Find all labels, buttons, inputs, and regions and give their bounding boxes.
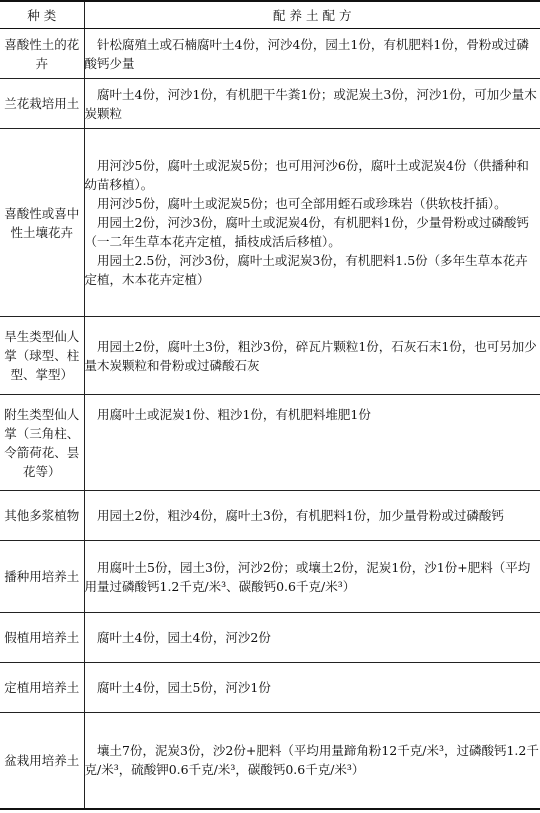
- recipe-text: 壤土7份，泥炭3份，沙2份+肥料（平均用量蹄角粉12千克/米³，过磷酸钙1.2千克/米³，硫酸钾0.6千克/米³，碳酸钙0.6千克/米³）: [84, 743, 539, 778]
- table-row: [0, 491, 540, 541]
- row-recipe: [84, 541, 540, 613]
- table-row: [0, 613, 540, 663]
- recipe-text: 腐叶土4份，园土5份，河沙1份: [97, 680, 271, 695]
- recipe-text: 用河沙5份，腐叶土或泥炭5份；也可用河沙6份，腐叶土或泥炭4份（供播种和幼苗移植）。: [84, 158, 529, 192]
- row-recipe: [84, 713, 540, 809]
- row-recipe: [84, 491, 540, 541]
- row-kind: 喜酸性或喜中性土壤花卉: [0, 129, 84, 317]
- row-kind: 旱生类型仙人掌（球型、柱型、掌型）: [0, 317, 84, 395]
- recipe-text: 腐叶土4份，园土4份，河沙2份: [97, 630, 271, 645]
- recipe-text: 用腐叶土5份，园土3份，河沙2份；或壤土2份，泥炭1份，沙1份+肥料（平均用量过磷酸钙1.2千克/米³、碳酸钙0.6千克/米³）: [84, 559, 531, 594]
- row-kind: 假植用培养土: [0, 613, 84, 663]
- row-kind: 定植用培养土: [0, 663, 84, 713]
- row-recipe: [84, 129, 540, 317]
- recipe-text: 针松腐殖土或石楠腐叶土4份，河沙4份，园土1份，有机肥料1份，骨粉或过磷酸钙少量: [84, 36, 529, 71]
- row-kind: 喜酸性土的花卉: [0, 29, 84, 79]
- row-recipe: [84, 613, 540, 663]
- recipe-text: 用河沙5份，腐叶土或泥炭5份；也可全部用蛭石或珍珠岩（供软枝扦插）。: [97, 196, 507, 211]
- row-kind: 播种用培养土: [0, 541, 84, 613]
- recipe-text: 用腐叶土或泥炭1份、粗沙1份，有机肥料堆肥1份: [97, 407, 371, 422]
- header-kind: 种 类: [0, 1, 84, 29]
- recipe-text: 用园土2.5份，河沙3份，腐叶土或泥炭3份，有机肥料1.5份（多年生草本花卉定植，木本花卉定植）: [84, 253, 528, 287]
- recipe-text: 用园土2份，河沙3份，腐叶土或泥炭4份，有机肥料1份，少量骨粉或过磷酸钙（一二年生草本花卉定植，插枝成活后移植）。: [84, 215, 529, 249]
- table-row: [0, 663, 540, 713]
- table-row: [0, 713, 540, 809]
- row-kind: 其他多浆植物: [0, 491, 84, 541]
- table-row: [0, 541, 540, 613]
- table-row: [0, 29, 540, 79]
- table-row: [0, 395, 540, 491]
- header-recipe: 配 养 土 配 方: [84, 1, 540, 29]
- row-kind: 附生类型仙人掌（三角柱、令箭荷花、昙花等）: [0, 395, 84, 491]
- recipe-text: 用园土2份，腐叶土3份，粗沙3份，碎瓦片颗粒1份，石灰石末1份，也可另加少量木炭颗粒和骨粉或过磷酸石灰: [84, 338, 537, 373]
- row-kind: 盆栽用培养土: [0, 713, 84, 809]
- row-recipe: [84, 317, 540, 395]
- table-row: [0, 129, 540, 317]
- table-row: [0, 317, 540, 395]
- row-recipe: [84, 663, 540, 713]
- row-recipe: [84, 29, 540, 79]
- row-recipe: [84, 79, 540, 129]
- row-recipe: [84, 395, 540, 491]
- table-row: [0, 79, 540, 129]
- recipe-text: 腐叶土4份，河沙1份，有机肥干牛粪1份；或泥炭土3份，河沙1份，可加少量木炭颗粒: [84, 86, 537, 121]
- table-header-row: [0, 1, 540, 29]
- row-kind: 兰花栽培用土: [0, 79, 84, 129]
- recipe-text: 用园土2份，粗沙4份，腐叶土3份，有机肥料1份，加少量骨粉或过磷酸钙: [97, 508, 504, 523]
